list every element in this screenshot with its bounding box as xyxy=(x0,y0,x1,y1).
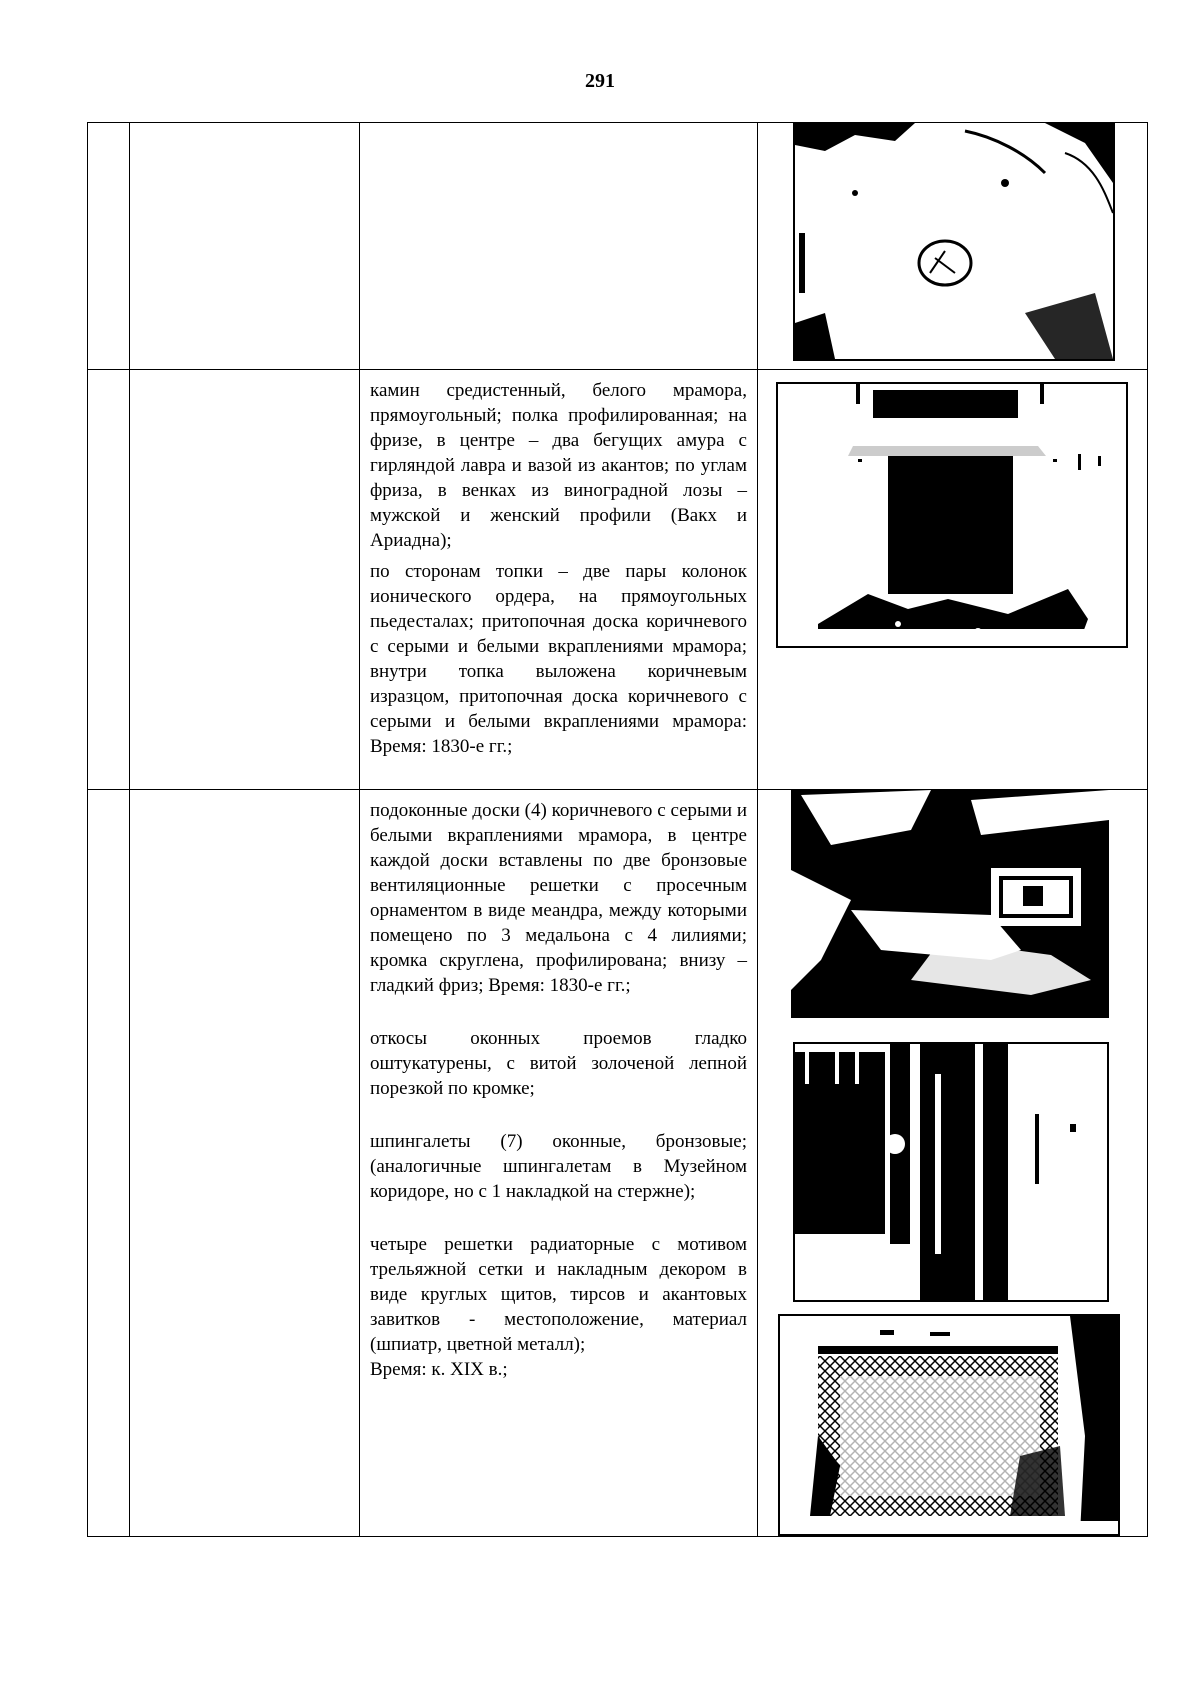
table-row xyxy=(88,123,1148,370)
object-name-cell xyxy=(130,370,360,790)
description-paragraph: подоконные доски (4) коричневого с серыми и белыми вкраплениями мрамора, в центре каждой доски вставлены по две бронзовые вентиляционные решетки с просечным орнаментом в виде меандра, между которыми помещено по 3 медальона с 4 лилиями; кромка скруглена, профилирована; внизу – гладкий фриз; Время: 1830-е гг.; xyxy=(370,800,747,996)
table-row xyxy=(88,790,1148,1537)
description-paragraph: Время: к. XIX в.; xyxy=(370,1359,508,1380)
photo-cell xyxy=(758,370,1148,790)
radiator-grille-photo xyxy=(778,1314,1120,1536)
table-row xyxy=(88,370,1148,790)
window-sill-photo xyxy=(791,790,1109,1028)
row-number-cell xyxy=(88,123,130,370)
description-paragraph: четыре решетки радиаторные с мотивом трельяжной сетки и накладным декором в виде круглых щитов, тирсов и акантовых завитков - местоположение, материал (шпиатр, цветной металл); xyxy=(370,1234,747,1355)
object-name-cell xyxy=(130,790,360,1537)
description-paragraph: откосы оконных проемов гладко оштукатурены, с витой золоченой лепной порезкой по кромке; xyxy=(370,1028,747,1099)
description-paragraph: шпингалеты (7) оконные, бронзовые; (аналогичные шпингалетам в Музейном коридоре, но с 1 накладкой на стержне); xyxy=(370,1131,747,1202)
monument-register-table xyxy=(87,122,1148,1537)
description-paragraph: по сторонам топки – две пары колонок ионического ордера, на прямоугольных пьедесталах; притопочная доска коричневого с серыми и белыми вкраплениями мрамора; внутри топка выложена коричневым изразцом, притопочная доска коричневого с серыми и белыми вкраплениями мрамора: Время: 1830-е гг.; xyxy=(370,561,747,757)
page-number: 291 xyxy=(585,70,615,92)
description-paragraph: камин средистенный, белого мрамора, прямоугольный; полка профилированная; на фризе, в центре – два бегущих амура с гирляндой лавра и вазой из акантов; по углам фриза, в венках из виноградной лозы – мужской и женский профили (Вакх и Ариадна); xyxy=(370,380,747,551)
description-cell xyxy=(360,370,758,790)
description-cell xyxy=(360,123,758,370)
window-latch-photo xyxy=(793,1042,1109,1302)
description-cell xyxy=(360,790,758,1537)
row-number-cell xyxy=(88,370,130,790)
photo-cell xyxy=(758,123,1148,370)
object-name-cell xyxy=(130,123,360,370)
ceiling-plafond-photo xyxy=(793,123,1115,361)
row-number-cell xyxy=(88,790,130,1537)
fireplace-photo xyxy=(776,382,1128,648)
photo-cell xyxy=(758,790,1148,1537)
